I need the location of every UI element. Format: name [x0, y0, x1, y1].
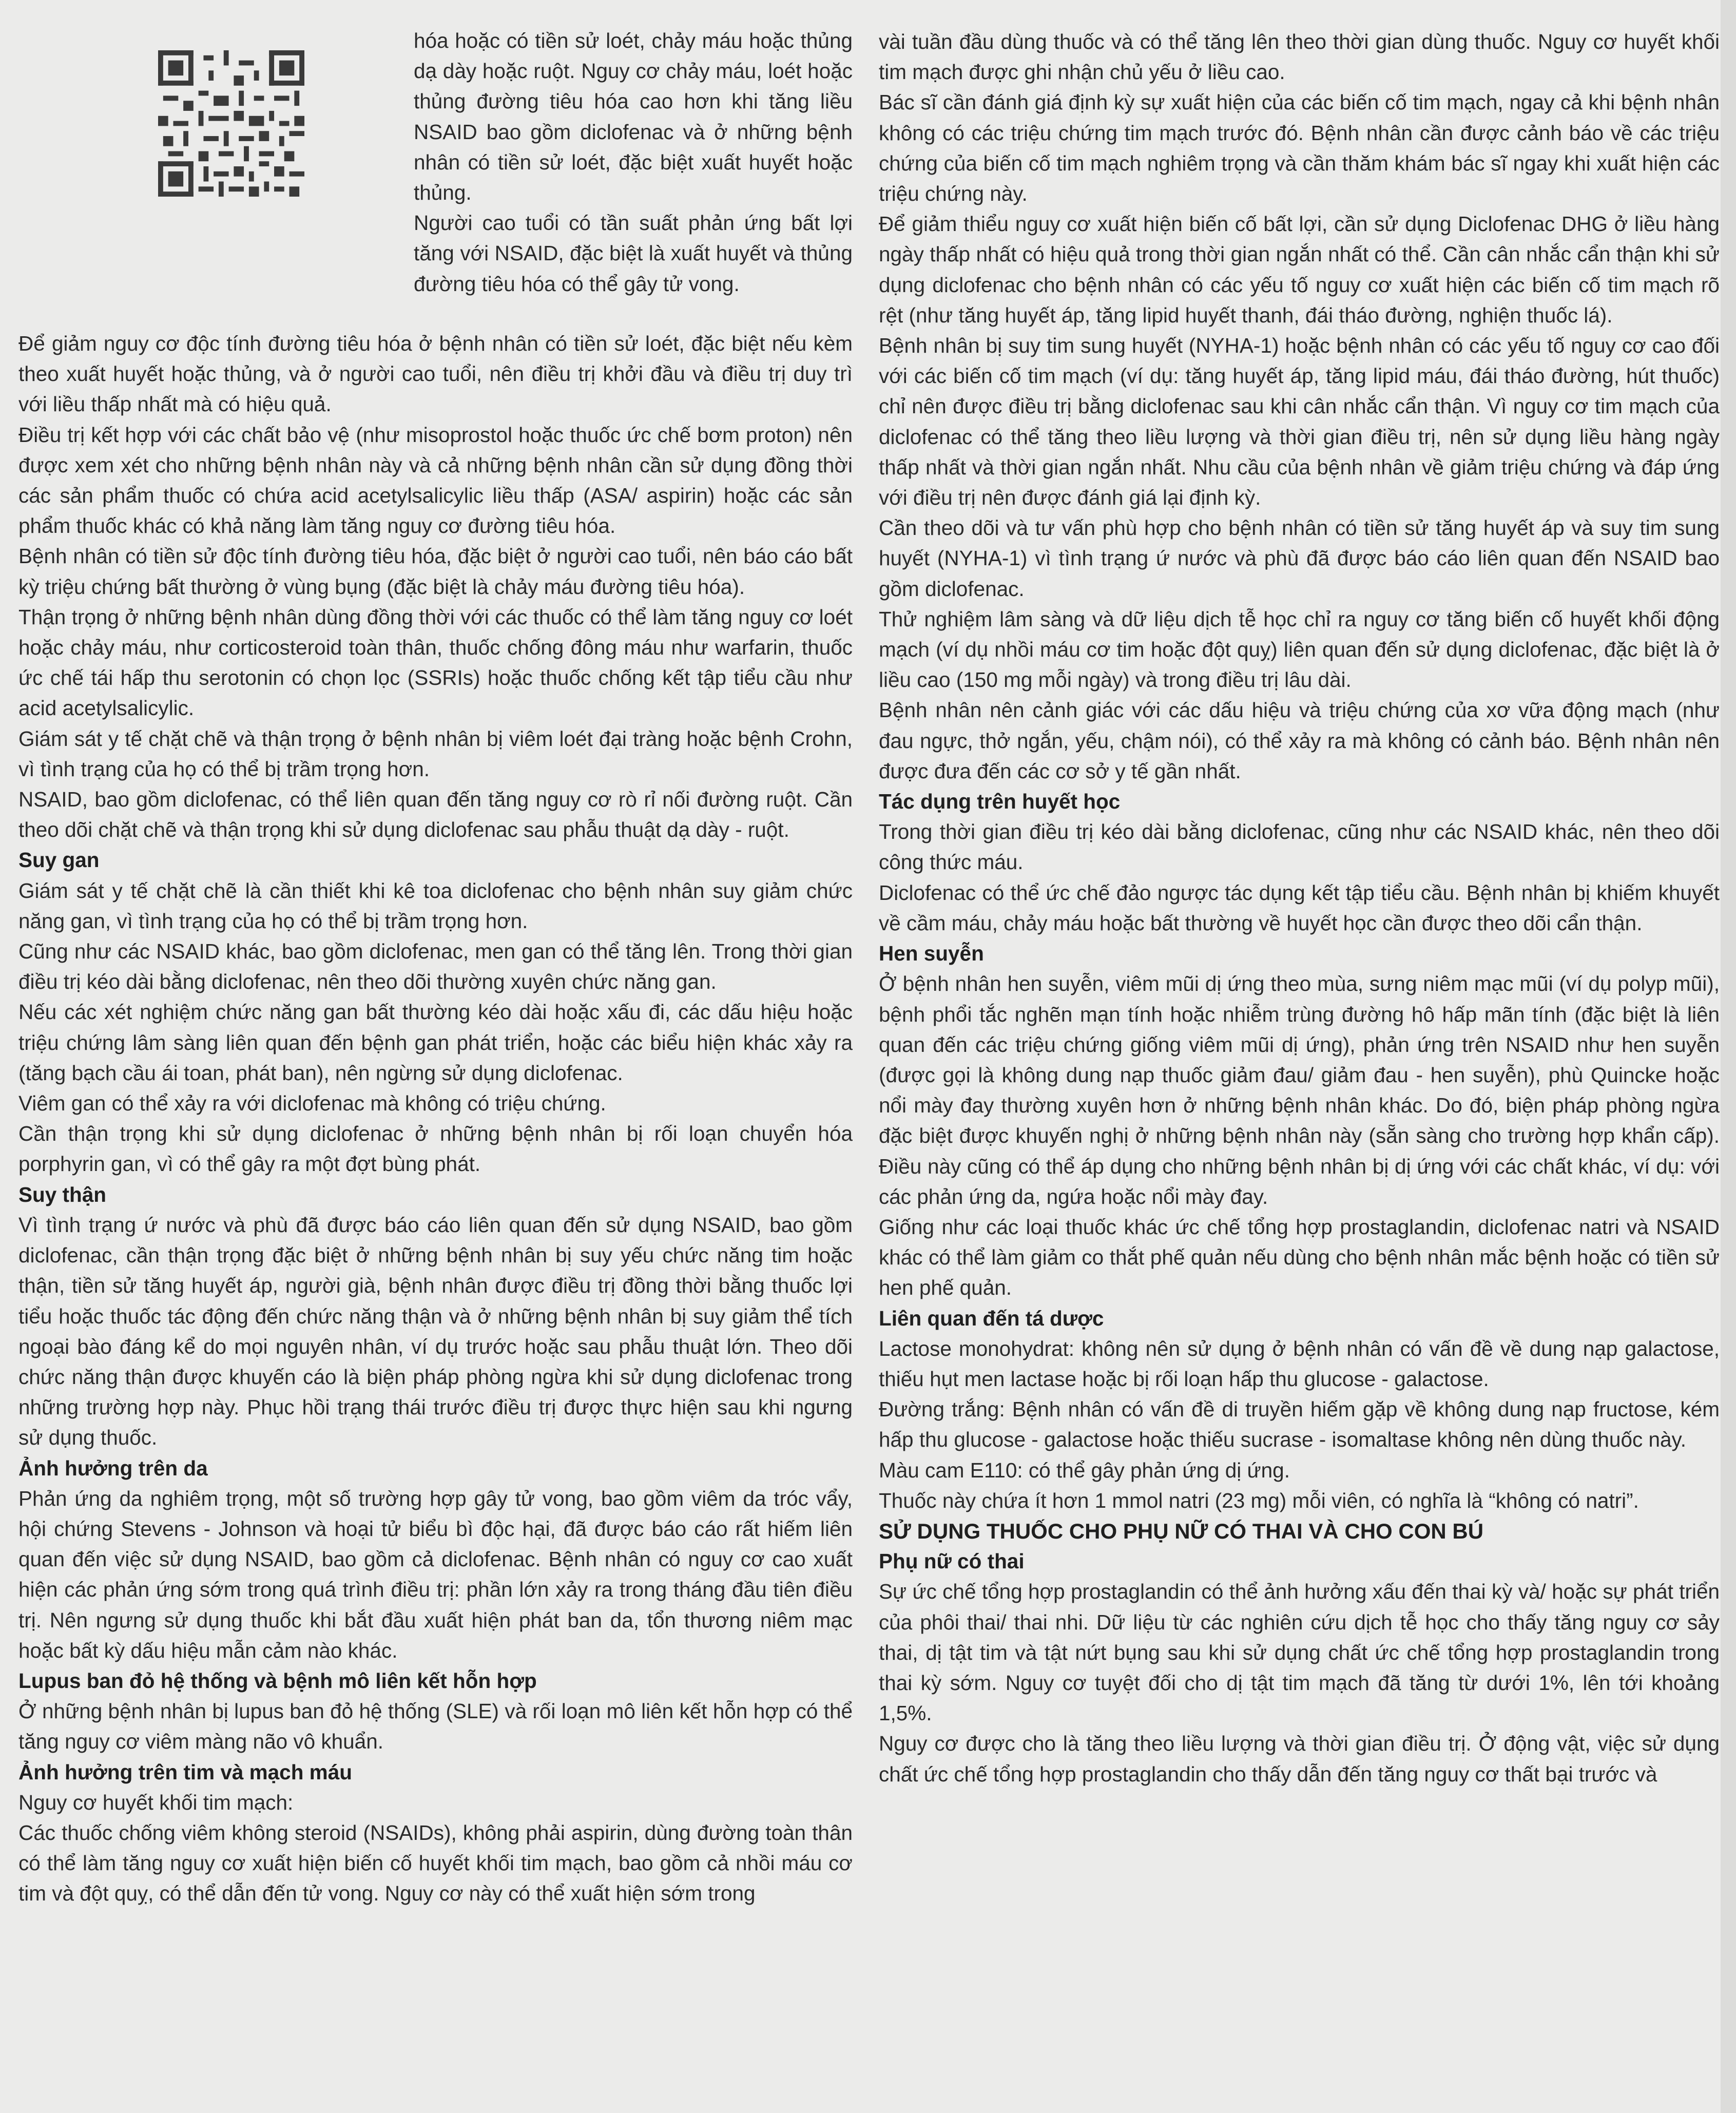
- paragraph: Nguy cơ được cho là tăng theo liều lượng và thời gian điều trị. Ở động vật, việc sử dụng chất ức chế tổng hợp prostaglandin cho thấy dẫn đến tăng nguy cơ thất bại trước và: [879, 1732, 1720, 1786]
- left-column: [18, 26, 853, 1909]
- paragraph: Vì tình trạng ứ nước và phù đã được báo cáo liên quan đến sử dụng NSAID, bao gồm diclofenac, cần thận trọng đặc biệt ở những bệnh nhân bị suy yếu chức năng tim hoặc thận, tiền sử tăng huyết áp, người già, bệnh nhân được điều trị đồng thời bằng thuốc lợi tiểu hoặc thuốc tác động đến chức năng thận và ở những bệnh nhân bị suy giảm thể tích ngoại bào đáng kể do mọi nguyên nhân, ví dụ trước hoặc sau phẫu thuật lớn. Theo dõi chức năng thận được khuyến cáo là biện pháp phòng ngừa khi sử dụng diclofenac trong những trường hợp này. Phục hồi trạng thái trước điều trị được thực hiện sau khi ngưng sử dụng thuốc.: [18, 1213, 853, 1450]
- paragraph: Bệnh nhân bị suy tim sung huyết (NYHA-1) hoặc bệnh nhân có các yếu tố nguy cơ cao đối với các biến cố tim mạch (ví dụ: tăng huyết áp, tăng lipid máu, đái tháo đường, hút thuốc) chỉ nên được điều trị bằng diclofenac sau khi cân nhắc cẩn thận. Vì nguy cơ tim mạch của diclofenac có thể tăng theo liều lượng và thời gian điều trị, nên sử dụng liều hàng ngày thấp nhất và thời gian ngắn nhất. Nhu cầu của bệnh nhân về giảm triệu chứng và đáp ứng với điều trị nên được đánh giá lại định kỳ.: [879, 334, 1720, 510]
- paragraph: Để giảm nguy cơ độc tính đường tiêu hóa ở bệnh nhân có tiền sử loét, đặc biệt nếu kèm theo xuất huyết hoặc thủng, và ở người cao tuổi, nên điều trị khởi đầu và điều trị duy trì với liều thấp nhất mà có hiệu quả.: [18, 332, 853, 416]
- paragraph: Bác sĩ cần đánh giá định kỳ sự xuất hiện của các biến cố tim mạch, ngay cả khi bệnh nhân không có các triệu chứng tim mạch trước đó. Bệnh nhân cần được cảnh báo về các triệu chứng của biến cố tim mạch nghiêm trọng và cần thăm khám bác sĩ ngay khi xuất hiện các triệu chứng này.: [879, 90, 1720, 206]
- qr-area: [18, 26, 414, 329]
- paragraph: Cũng như các NSAID khác, bao gồm diclofenac, men gan có thể tăng lên. Trong thời gian điều trị kéo dài bằng diclofenac, nên theo dõi thường xuyên chức năng gan.: [18, 939, 853, 994]
- paragraph: Điều trị kết hợp với các chất bảo vệ (như misoprostol hoặc thuốc ức chế bơm proton) nên được xem xét cho những bệnh nhân này và cả những bệnh nhân cần sử dụng đồng thời các sản phẩm thuốc có chứa acid acetylsalicylic liều thấp (ASA/ aspirin) hoặc các sản phẩm thuốc khác có khả năng làm tăng nguy cơ đường tiêu hóa.: [18, 422, 853, 538]
- right-column: [879, 27, 1720, 1790]
- section-heading: Ảnh hưởng trên da: [18, 1456, 208, 1480]
- paragraph: Nguy cơ huyết khối tim mạch:: [18, 1790, 294, 1814]
- paragraph: Cần theo dõi và tư vấn phù hợp cho bệnh nhân có tiền sử tăng huyết áp và suy tim sung huyết (NYHA-1) vì tình trạng ứ nước và phù đã được báo cáo liên quan đến NSAID bao gồm diclofenac.: [879, 516, 1720, 601]
- section-heading: Hen suyễn: [879, 942, 984, 966]
- paragraph: hóa hoặc có tiền sử loét, chảy máu hoặc thủng dạ dày hoặc ruột. Nguy cơ chảy máu, loét hoặc thủng đường tiêu hóa cao hơn khi tăng liều NSAID bao gồm diclofenac và ở những bệnh nhân có tiền sử loét, đặc biệt xuất huyết hoặc thủng.: [414, 29, 853, 205]
- qr-code-icon: [158, 50, 304, 197]
- paragraph: Phản ứng da nghiêm trọng, một số trường hợp gây tử vong, bao gồm viêm da tróc vẩy, hội chứng Stevens - Johnson và hoại tử biểu bì độc hại, đã được báo cáo rất hiếm liên quan đến việc sử dụng NSAID, bao gồm cả diclofenac. Bệnh nhân có nguy cơ cao xuất hiện các phản ứng sớm trong quá trình điều trị: phần lớn xảy ra trong tháng đầu tiên điều trị. Nên ngưng sử dụng thuốc khi bắt đầu xuất hiện phát ban da, tổn thương niêm mạc hoặc bất kỳ dấu hiệu mẫn cảm nào khác.: [18, 1486, 853, 1662]
- section-heading: Suy gan: [18, 848, 100, 872]
- section-heading: Ảnh hưởng trên tim và mạch máu: [18, 1760, 352, 1784]
- paragraph: Thuốc này chứa ít hơn 1 mmol natri (23 mg) mỗi viên, có nghĩa là “không có natri”.: [879, 1488, 1639, 1512]
- paragraph: Sự ức chế tổng hợp prostaglandin có thể ảnh hưởng xấu đến thai kỳ và/ hoặc sự phát triển của phôi thai/ thai nhi. Dữ liệu từ các nghiên cứu dịch tễ học cho thấy tăng nguy cơ sảy thai, dị tật tim và tật nứt bụng sau khi sử dụng chất ức chế tổng hợp prostaglandin trong thai kỳ sớm. Nguy cơ tuyệt đối cho dị tật tim mạch đã tăng từ dưới 1%, lên tới khoảng 1,5%.: [879, 1580, 1720, 1725]
- paragraph: Ở bệnh nhân hen suyễn, viêm mũi dị ứng theo mùa, sưng niêm mạc mũi (ví dụ polyp mũi), bệnh phổi tắc nghẽn mạn tính hoặc nhiễm trùng đường hô hấp mãn tính (đặc biệt là liên quan đến các triệu chứng giống viêm mũi dị ứng), phản ứng trên NSAID như hen suyễn (được gọi là không dung nạp thuốc giảm đau/ giảm đau - hen suyễn), phù Quincke hoặc nổi mày đay thường xuyên hơn ở những bệnh nhân khác. Do đó, biện pháp phòng ngừa đặc biệt được khuyến nghị ở những bệnh nhân này (sẵn sàng cho trường hợp khẩn cấp). Điều này cũng có thể áp dụng cho những bệnh nhân bị dị ứng với các chất khác, ví dụ: với các phản ứng da, ngứa hoặc nổi mày đay.: [879, 972, 1720, 1208]
- section-heading: Lupus ban đỏ hệ thống và bệnh mô liên kết hỗn hợp: [18, 1668, 537, 1693]
- paragraph: Cần thận trọng khi sử dụng diclofenac ở những bệnh nhân bị rối loạn chuyển hóa porphyrin gan, vì có thể gây ra một đợt bùng phát.: [18, 1122, 853, 1176]
- paragraph: Người cao tuổi có tần suất phản ứng bất lợi tăng với NSAID, đặc biệt là xuất huyết và thủng đường tiêu hóa có thể gây tử vong.: [414, 211, 853, 296]
- paragraph: Giống như các loại thuốc khác ức chế tổng hợp prostaglandin, diclofenac natri và NSAID khác có thể làm giảm co thắt phế quản nếu dùng cho bệnh nhân mắc bệnh hoặc có tiền sử hen phế quản.: [879, 1215, 1720, 1300]
- section-heading: Suy thận: [18, 1182, 107, 1206]
- paragraph: Giám sát y tế chặt chẽ và thận trọng ở bệnh nhân bị viêm loét đại tràng hoặc bệnh Crohn, vì tình trạng của họ có thể bị trầm trọng hơn.: [18, 726, 853, 781]
- paragraph: Giám sát y tế chặt chẽ là cần thiết khi kê toa diclofenac cho bệnh nhân suy giảm chức năng gan, vì tình trạng của họ có thể bị trầm trọng hơn.: [18, 878, 853, 933]
- paragraph: Bệnh nhân có tiền sử độc tính đường tiêu hóa, đặc biệt ở người cao tuổi, nên báo cáo bất kỳ triệu chứng bất thường ở vùng bụng (đặc biệt là chảy máu đường tiêu hóa).: [18, 544, 853, 599]
- paragraph: Màu cam E110: có thể gây phản ứng dị ứng.: [879, 1458, 1290, 1482]
- paragraph: Ở những bệnh nhân bị lupus ban đỏ hệ thống (SLE) và rối loạn mô liên kết hỗn hợp có thể tăng nguy cơ viêm màng não vô khuẩn.: [18, 1699, 853, 1754]
- paragraph: Để giảm thiểu nguy cơ xuất hiện biến cố bất lợi, cần sử dụng Diclofenac DHG ở liều hàng ngày thấp nhất có hiệu quả trong thời gian ngắn nhất có thể. Cần cân nhắc cẩn thận khi sử dụng diclofenac cho bệnh nhân có các yếu tố nguy cơ xuất hiện các biến cố tim mạch rõ rệt (như tăng huyết áp, tăng lipid huyết thanh, đái tháo đường, nghiện thuốc lá).: [879, 212, 1720, 327]
- paragraph: Thận trọng ở những bệnh nhân dùng đồng thời với các thuốc có thể làm tăng nguy cơ loét hoặc chảy máu, như corticosteroid toàn thân, thuốc chống đông máu như warfarin, thuốc ức chế tái hấp thu serotonin có chọn lọc (SSRIs) hoặc thuốc chống kết tập tiểu cầu như acid acetylsalicylic.: [18, 605, 853, 720]
- paragraph: vài tuần đầu dùng thuốc và có thể tăng lên theo thời gian dùng thuốc. Nguy cơ huyết khối tim mạch được ghi nhận chủ yếu ở liều cao.: [879, 30, 1720, 84]
- section-title: SỬ DỤNG THUỐC CHO PHỤ NỮ CÓ THAI VÀ CHO CON BÚ: [879, 1519, 1484, 1543]
- page-edge: [1721, 0, 1736, 2113]
- paragraph: Diclofenac có thể ức chế đảo ngược tác dụng kết tập tiểu cầu. Bệnh nhân bị khiếm khuyết về cầm máu, chảy máu hoặc bất thường về huyết học cần được theo dõi cẩn thận.: [879, 880, 1720, 935]
- section-heading: Tác dụng trên huyết học: [879, 790, 1121, 814]
- paragraph: Nếu các xét nghiệm chức năng gan bất thường kéo dài hoặc xấu đi, các dấu hiệu hoặc triệu chứng lâm sàng liên quan đến bệnh gan phát triển, hoặc các biểu hiện khác xảy ra (tăng bạch cầu ái toan, phát ban), nên ngừng sử dụng diclofenac.: [18, 1000, 853, 1085]
- paragraph: Thử nghiệm lâm sàng và dữ liệu dịch tễ học chỉ ra nguy cơ tăng biến cố huyết khối động mạch (ví dụ nhồi máu cơ tim hoặc đột quỵ) liên quan đến sử dụng diclofenac, đặc biệt là ở liều cao (150 mg mỗi ngày) và trong điều trị lâu dài.: [879, 607, 1720, 692]
- paragraph: Viêm gan có thể xảy ra với diclofenac mà không có triệu chứng.: [18, 1091, 606, 1116]
- paragraph: Lactose monohydrat: không nên sử dụng ở bệnh nhân có vấn đề về dung nạp galactose, thiếu hụt men lactase hoặc bị rối loạn hấp thu glucose - galactose.: [879, 1336, 1720, 1391]
- section-heading: Liên quan đến tá dược: [879, 1306, 1104, 1330]
- section-heading: Phụ nữ có thai: [879, 1549, 1025, 1573]
- paragraph: Các thuốc chống viêm không steroid (NSAIDs), không phải aspirin, dùng đường toàn thân có thể làm tăng nguy cơ xuất hiện biến cố huyết khối tim mạch, bao gồm cả nhồi máu cơ tim và đột quỵ, có thể dẫn đến tử vong. Nguy cơ này có thể xuất hiện sớm trong: [18, 1820, 853, 1906]
- paragraph: Đường trắng: Bệnh nhân có vấn đề di truyền hiếm gặp về không dung nạp fructose, kém hấp thu glucose - galactose hoặc thiếu sucrase - isomaltase không nên dùng thuốc này.: [879, 1397, 1720, 1452]
- paragraph: NSAID, bao gồm diclofenac, có thể liên quan đến tăng nguy cơ rò rỉ nối đường ruột. Cần theo dõi chặt chẽ và thận trọng khi sử dụng diclofenac sau phẫu thuật dạ dày - ruột.: [18, 787, 853, 842]
- paragraph: Bệnh nhân nên cảnh giác với các dấu hiệu và triệu chứng của xơ vữa động mạch (như đau ngực, thở ngắn, yếu, chậm nói), có thể xảy ra mà không có cảnh báo. Bệnh nhân nên được đưa đến các cơ sở y tế gần nhất.: [879, 698, 1720, 783]
- paragraph: Trong thời gian điều trị kéo dài bằng diclofenac, cũng như các NSAID khác, nên theo dõi công thức máu.: [879, 820, 1720, 874]
